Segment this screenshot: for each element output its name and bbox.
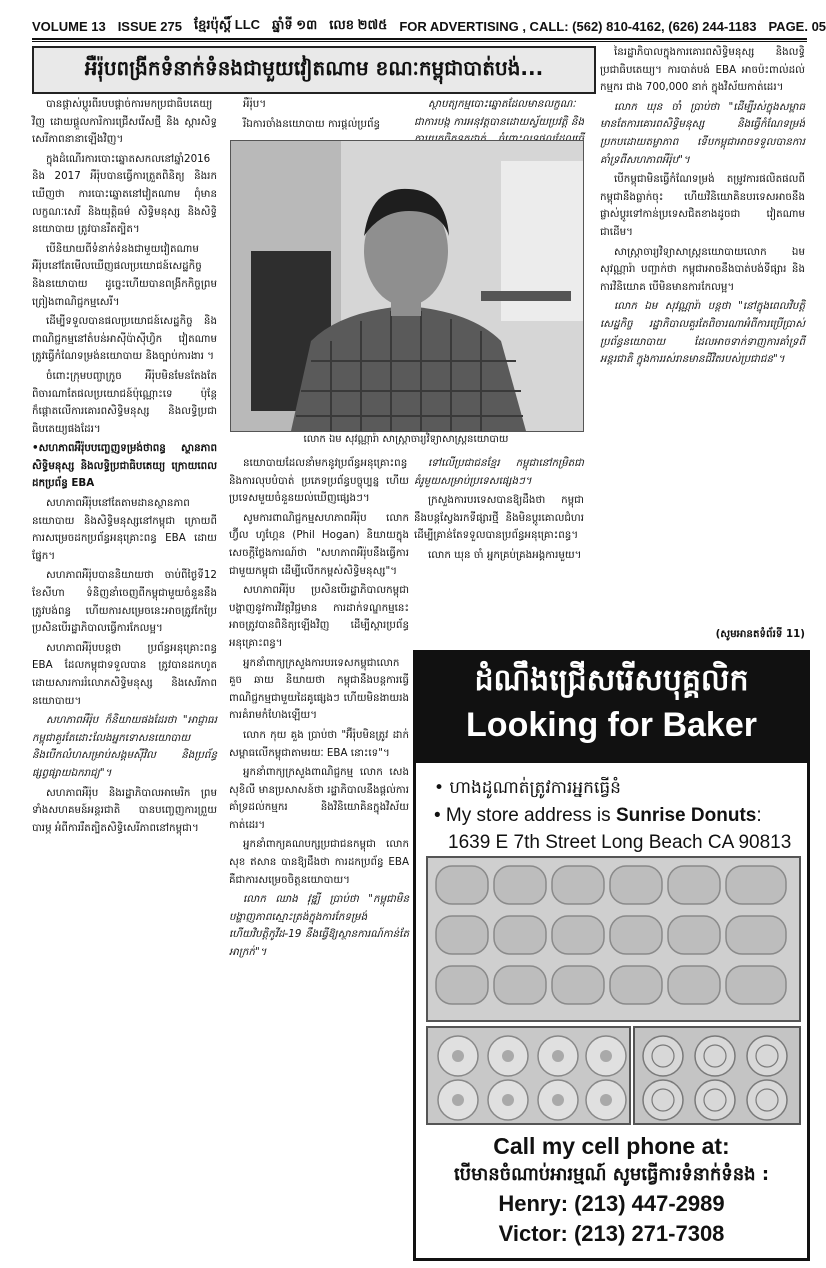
paragraph: សហភាពអឺរ៉ុបបន្តថា ប្រព័ន្ធអនុគ្រោះពន្ធ EBA ដែលកម្ពុជាទទួលបាន ត្រូវបានដកហូតដោយសារការរំលោភសិទ្ធិមនុស្ស និងសេរីភាពនយោបាយ។ (32, 641, 217, 707)
paragraph: ស្ថាបត្យកម្មបោះឆ្នោតដែលមានលក្ខណៈជាការបង្ក ការអនុវត្តបានដោយស្វ័យប្រវត្តិ និង (414, 98, 584, 128)
glazed-donuts-photo (426, 1026, 631, 1125)
paragraph: រីឯការចាំងនយោបាយ ការផ្តល់ប្រព័ន្ធ (243, 117, 381, 130)
paragraph: លោក ឯម សុវណ្ណារ៉ា បន្តថា "នៅក្នុងពេលវិបត្តិសេដ្ឋកិច្ច រដ្ឋាភិបាលគួរតែពិចារណាអំពីការប្រើប្រាស់ប្រព័ន្ធនយោបាយ ដែលអាចទាក់ទាញការគាំទ្រពីអន្តរជាតិ ក្នុងការរស់រានមានជីវិតរបស់ប្រជាជន"។ (600, 300, 805, 366)
ad-store-suffix: : (756, 805, 762, 826)
paragraph: អ្នកនាំពាក្យក្រសួងពាណិជ្ជកម្ម លោក សេង សុខិលី មានប្រសាសន៍ថា រដ្ឋាភិបាលនឹងផ្តល់ការគាំទ្រដល់កម្មករ និងវិនិយោគិនក្នុងវិស័យកាត់ដេរ។ (229, 766, 409, 831)
ad-contact (416, 1131, 807, 1249)
paragraph: ចំពោះក្រុមបញ្ចាក្រូច អឺរ៉ុបមិនមែនតែងតែ ពិចារណាតែផលប្រយោជន៍ប៉ុណ្ណោះទេ ប៉ុន្តែក៏ផ្តោតលើការគោរពសិទ្ធិមនុស្ស និងលទ្ធិប្រជាធិបតេយ្យផងដែរ។ (32, 369, 217, 435)
subhead: •សហភាពអឺរ៉ុបបញ្ចេញទម្រង់ថាពន្ធ ស្ថានភាពសិទ្ធិមនុស្ស និងលទ្ធិប្រជាធិបតេយ្យ ក្រោយពេលដកប្រព័ន្ធ EBA (32, 442, 217, 490)
column-3 (414, 455, 584, 645)
volume: VOLUME 13 (32, 18, 106, 34)
paragraph: សហភាពអឺរ៉ុប ប្រសិនបើរដ្ឋាភិបាលកម្ពុជាបង្ហាញនូវការវិវត្តវិជ្ជមាន ការដាក់ទណ្ឌកម្មនេះអាចត្រូវបានពិនិត្យឡើងវិញ ដើម្បីស្តារប្រព័ន្ធអនុគ្រោះពន្ធ។ (229, 584, 409, 649)
issue: ISSUE 275 (117, 18, 183, 34)
paragraph: លោក ឃុន ចាំ ប្រាប់ថា "ដើម្បីរស់ក្នុងសម្ពាធ មានតែការគោរពសិទ្ធិមនុស្ស និងធ្វើកំណែទម្រង់ប្រកបដោយតម្លាភាព ទើបកម្ពុជាអាចទទួលបានការគាំទ្រពីសហភាពអឺរ៉ុប"។ (600, 100, 805, 166)
ad-call-heading: Call my cell phone at: (493, 1133, 730, 1159)
paragraph: លោក កុយ គួង ប្រាប់ថា "អ៊ឺរ៉ុបមិនត្រូវ ដាក់សម្ពាធលើកម្ពុជាតាមរយៈ EBA នោះទេ"។ (229, 728, 409, 759)
portrait-photo (230, 140, 584, 432)
paragraph: អឺរ៉ុប។ (243, 98, 267, 110)
paragraph: អ្នកនាំពាក្យក្រសួងការបរទេសកម្ពុជាលោក គួច ឆាយ និយាយថា កម្ពុជានឹងបន្តការធ្វើពាណិជ្ជកម្មជាមួយដៃគូផ្សេងៗ ហើយមិនងាយរងការគំរាមកំហែងឡើយ។ (229, 656, 409, 722)
column-1 (32, 96, 217, 1256)
ad-store-address: 1639 E 7th Street Long Beach CA 90813 (448, 832, 792, 853)
photo-caption: លោក ឯម សុវណ្ណារ៉ា សាស្ត្រាចារ្យវិទ្យាសាស្ត្រនយោបាយ (303, 434, 509, 445)
paragraph: ទៅលើប្រជាជនខ្មែរ កម្ពុជានៅកម្រិតជា គំរូមួយសម្រាប់ប្រទេសផ្សេងៗ។ (414, 457, 584, 487)
paragraph: លោក ឃុន ចាំ អ្នកគ្រប់គ្រងអង្គការមួយ។ (428, 548, 582, 561)
ad-details (434, 775, 794, 856)
baker-advertisement (413, 650, 810, 1261)
paragraph: ដើម្បីទទួលបានផលប្រយោជន៍សេដ្ឋកិច្ច និង ពាណិជ្ជកម្មនៅតំបន់អាស៊ីប៉ាស៊ីហ្វិក វៀតណាម ត្រូវធ្វើកំណែទម្រង់នយោបាយ និងច្បាប់ការងារ ។ (32, 315, 217, 363)
ad-line-khmer: • ហាងដូណាត់ត្រូវការអ្នកធ្វើនំ (434, 778, 621, 798)
paragraph: ក្រសួងការបរទេសបានឱ្យដឹងថា កម្ពុជានឹងបន្តស្វែងរកទីផ្សារថ្មី និងមិនប្តូរគោលជំហរ ដើម្បីគ្រាន់តែទទួលបានប្រព័ន្ធអនុគ្រោះពន្ធ។ (414, 494, 584, 542)
donuts-image (428, 858, 799, 1020)
ad-banner (416, 653, 807, 763)
phone-henry: Henry: (213) 447-2989 (498, 1191, 725, 1216)
ad-store-line (434, 802, 794, 829)
ad-store-prefix: • My store address is (434, 805, 616, 826)
paragraph: អ្នកនាំពាក្យគណបក្សប្រជាជនកម្ពុជា លោក សុខ ឥសាន បានឱ្យដឹងថា ការដកប្រព័ន្ធ EBA គឺជាការសម្រេចចិត្តនយោបាយ។ (229, 838, 409, 886)
advertising-contact: FOR ADVERTISING , CALL: (562) 810-4162, (626) 244-1183 (399, 18, 757, 34)
paragraph: សហភាពអឺរ៉ុប ក៏និយាយផងដែរថា "អាជ្ញាធរកម្ពុជាគួរតែដោះលែងអ្នកទោសនយោបាយ និងបើកលំហសម្រាប់សង្គមស៊ីវិល និងប្រព័ន្ធផ្សព្វផ្សាយឯករាជ្យ"។ (32, 714, 217, 779)
paragraph: បានផ្តាស់ប្តូរពីរបបផ្តាច់ការមកប្រជាធិបតេយ្យ វិញ ដោយផ្តួលការិការជ្រើសរើសថ្មី និង ស្តារសិទ្ធសេរីភាពនានាឡើងវិញ។ (32, 98, 217, 146)
column-3-intro (414, 96, 584, 138)
continued-note (600, 626, 805, 646)
glazed-donuts-image (428, 1028, 629, 1123)
headline: អឺរ៉ុបពង្រីកទំនាក់ទំនងជាមួយវៀតណាម ខណៈកម្ពុជាបាត់បង់... (32, 46, 596, 94)
portrait-illustration (231, 141, 583, 431)
cinnamon-rolls-image (635, 1028, 799, 1123)
continued-text: (សូមអានតទំព័រទី 11) (715, 628, 805, 640)
paragraph: សហភាពអឺរ៉ុប និងរដ្ឋាភិបាលអាមេរិក ព្រមទាំងសហគមន៍អន្តរជាតិ បានបញ្ចេញការព្រួយបារម្ភ អំពីការរឹតត្បិតសិទ្ធិសេរីភាពនៅកម្ពុជា។ (32, 786, 217, 834)
ad-call-khmer: បើមានចំណាប់អារម្មណ៍ សូមធ្វើការទំនាក់ទំនង : (453, 1164, 770, 1185)
header-rule-thin (32, 41, 807, 42)
paragraph: សហភាពអឺរ៉ុបបាននិយាយថា ចាប់ពីថ្ងៃទី12 ខែសីហា ទំនិញនាំចេញពីកម្ពុជាមួយចំនួននឹងត្រូវបង់ពន្ធ ហើយការសម្រេចនេះអាចត្រូវកែប្រែ ប្រសិនបើរដ្ឋាភិបាលធ្វើការកែលម្អ។ (32, 569, 217, 635)
year: ឆ្នាំទី ១៣ (272, 16, 318, 32)
paragraph: សាស្ត្រាចារ្យវិទ្យាសាស្ត្រនយោបាយលោក ឯម សុវណ្ណារ៉ា បញ្ជាក់ថា កម្ពុជាអាចនឹងបាត់បង់ទីផ្សារ និងការវិនិយោគ បើមិនមានការកែលម្អ។ (600, 245, 805, 293)
column-2 (229, 455, 409, 1255)
phone-victor: Victor: (213) 271-7308 (498, 1221, 725, 1246)
column-4 (600, 44, 805, 630)
brand: ខ្មែរប៉ុស្តិ៍ LLC (194, 16, 261, 32)
column-2-intro (229, 96, 409, 138)
paragraph: លោក ឈាង វុឌ្ឍី ប្រាប់ថា "កម្ពុជាមិនបង្ហាញភាពស្មោះត្រង់ក្នុងការកែទម្រង់ ហើយវិបត្តិកូវីដ-19 នឹងធ្វើឱ្យស្ថានការណ៍កាន់តែអាក្រក់"។ (229, 893, 409, 959)
page-number: PAGE. 05 (768, 18, 826, 34)
masthead (32, 14, 826, 38)
ad-title-english: Looking for Baker (466, 706, 757, 744)
paragraph: បើនិយាយពីទំនាក់ទំនងជាមួយវៀតណាម អឺរ៉ុបនៅតែមើលឃើញផលប្រយោជន៍សេដ្ឋកិច្ច និងនយោបាយ ដូច្នេះហើយបានពង្រីកកិច្ចព្រមព្រៀងពាណិជ្ជកម្មសេរី។ (32, 242, 217, 308)
paragraph: នយោបាយដែលនាំមកនូវប្រព័ន្ធអនុគ្រោះពន្ធ និងការលុបបំបាត់ ប្រភេទប្រព័ន្ធបច្ចុប្បន្ន ហើយប្រទេសមួយចំនួនយល់ឃើញផ្សេងៗ។ (229, 457, 409, 505)
ad-store-name: Sunrise Donuts (615, 805, 757, 826)
issue-number: លេខ ២៧៥ (329, 16, 388, 32)
paragraph: ក្នុងដំណើរការបោះឆ្នោតសកលនៅឆ្នាំ2016 និង 2017 អឺរ៉ុបបានធ្វើការត្រួតពិនិត្យ និងរកឃើញថា ការបោះឆ្នោតនៅវៀតណាម ពុំមានលក្ខណៈសេរី និងយុត្តិធម៌ សិទ្ធិមនុស្ស និងសិទ្ធិនយោបាយ ត្រូវបានរឹតត្បិត។ (32, 152, 217, 236)
header-rule (32, 38, 807, 40)
ad-title-khmer: ដំណឹងជ្រើសរើសបុគ្គលិក (474, 663, 749, 698)
donut-tray-photo (426, 856, 801, 1022)
cinnamon-rolls-photo (633, 1026, 801, 1125)
paragraph: បើកម្ពុជាមិនធ្វើកំណែទម្រង់ តម្រូវការផលិតផលពីកម្ពុជានឹងធ្លាក់ចុះ ហើយវិនិយោគិនបរទេសអាចនឹងផ្លាស់ប្តូរទៅកាន់ប្រទេសជិតខាងដូចជា វៀតណាម ជាដើម។ (600, 173, 805, 238)
paragraph: សហភាពអឺរ៉ុបនៅតែតាមដានស្ថានភាពនយោបាយ និងសិទ្ធិមនុស្សនៅកម្ពុជា ក្រោយពីការសម្រេចដកប្រព័ន្ធអនុគ្រោះពន្ធ EBA ដោយផ្នែក។ (32, 497, 217, 562)
paragraph: នៃរដ្ឋាភិបាលក្នុងការគោរពសិទ្ធិមនុស្ស និងលទ្ធិប្រជាធិបតេយ្យ។ ការបាត់បង់ EBA អាចប៉ះពាល់ដល់កម្មករ ជាង 700,000 នាក់ ក្នុងវិស័យកាត់ដេរ។ (600, 46, 805, 94)
paragraph: សូមការពាណិជ្ជកម្មសហភាពអឺរ៉ុប លោក ហ្វ៊ីល ហូហ្គែន (Phil Hogan) និយាយក្នុងសេចក្តីថ្លែងការណ៍ថា "សហភាពអឺរ៉ុបនឹងធ្វើការជាមួយកម្ពុជា ដើម្បីលើកកម្ពស់សិទ្ធិមនុស្ស"។ (229, 511, 409, 577)
